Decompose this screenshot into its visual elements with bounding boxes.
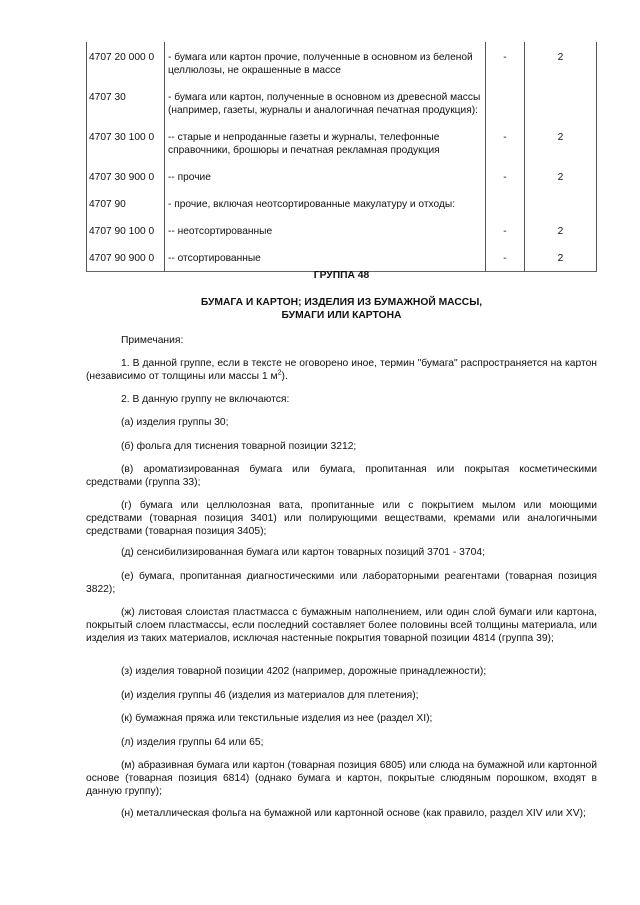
row-code: 4707 90 900 0 bbox=[87, 244, 165, 272]
table-row bbox=[87, 217, 597, 244]
row-col4 bbox=[525, 190, 597, 217]
note-1-text: 1. В данной группе, если в тексте не оговорено иное, термин "бумага" распространяется на картон (независимо от толщины или массы 1 м bbox=[86, 358, 597, 382]
row-col4 bbox=[525, 83, 597, 123]
table-row bbox=[87, 42, 597, 83]
note-item: (е) бумага, пропитанная диагностическими или лабораторными реагентами (товарная позиция 3822); bbox=[86, 571, 597, 595]
row-code: 4707 30 900 0 bbox=[87, 163, 165, 190]
note-1-superscript: 2 bbox=[277, 369, 282, 377]
note-item: (в) ароматизированная бумага или бумага, пропитанная или покрытая косметическими средствами (группа 33); bbox=[86, 464, 597, 488]
row-code: 4707 90 100 0 bbox=[87, 217, 165, 244]
table-row bbox=[87, 244, 597, 272]
note-item: (л) изделия группы 64 или 65; bbox=[121, 737, 264, 748]
group-title-line1: БУМАГА И КАРТОН; ИЗДЕЛИЯ ИЗ БУМАЖНОЙ МАССЫ, bbox=[200, 297, 483, 308]
row-col3: - bbox=[486, 163, 525, 190]
note-item: (м) абразивная бумага или картон (товарная позиция 6805) или слюда на бумажной или картонной основе (товарная позиция 6814) (однако бумага и картон, покрытые слюдяным порошком, входят в данную группу); bbox=[86, 760, 597, 797]
row-description: -- неотсортированные bbox=[165, 217, 486, 244]
row-col3: - bbox=[486, 123, 525, 163]
notes-heading: Примечания: bbox=[121, 335, 184, 346]
table-row bbox=[87, 163, 597, 190]
row-col3: - bbox=[486, 42, 525, 83]
note-item: (з) изделия товарной позиции 4202 (например, дорожные принадлежности); bbox=[121, 666, 487, 677]
note-1-end: ). bbox=[281, 371, 288, 382]
row-code: 4707 30 bbox=[87, 83, 165, 123]
row-description: -- старые и непроданные газеты и журналы, телефонные справочники, брошюры и печатная рекламная продукция bbox=[165, 123, 486, 163]
row-col3: - bbox=[486, 244, 525, 272]
table-row bbox=[87, 83, 597, 123]
row-col3 bbox=[486, 190, 525, 217]
row-description: -- прочие bbox=[165, 163, 486, 190]
note-item: (ж) листовая слоистая пластмасса с бумажным наполнением, или один слой бумаги или картона, покрытый слоем пластмассы, если последний составляет более половины всей толщины материала, или изделия из таких материалов, исключая настенные покрытия товарной позиции 4814 (группа 39); bbox=[86, 607, 597, 644]
note-item: (б) фольга для тиснения товарной позиции 3212; bbox=[121, 441, 357, 452]
row-code: 4707 90 bbox=[87, 190, 165, 217]
note-item: (к) бумажная пряжа или текстильные изделия из нее (раздел XI); bbox=[121, 713, 433, 724]
row-col4: 2 bbox=[557, 253, 564, 264]
row-description: - бумага или картон, полученные в основном из древесной массы (например, газеты, журналы и аналогичная печатная продукция): bbox=[165, 83, 486, 123]
group-title-line2: БУМАГИ ИЛИ КАРТОНА bbox=[281, 310, 402, 321]
table-row bbox=[87, 190, 597, 217]
row-col3 bbox=[486, 83, 525, 123]
row-description: - бумага или картон прочие, полученные в основном из беленой целлюлозы, не окрашенные в массе bbox=[165, 42, 486, 83]
note-item: (н) металлическая фольга на бумажной или картонной основе (как правило, раздел XIV или XV); bbox=[121, 808, 586, 819]
row-col4: 2 bbox=[557, 132, 564, 143]
note-1 bbox=[86, 357, 597, 383]
group-number-heading: ГРУППА 48 bbox=[313, 270, 370, 281]
row-col4: 2 bbox=[557, 172, 564, 183]
tariff-table bbox=[86, 42, 597, 272]
row-col3: - bbox=[486, 217, 525, 244]
row-description: - прочие, включая неотсортированные макулатуру и отходы: bbox=[165, 190, 486, 217]
row-col4: 2 bbox=[557, 226, 564, 237]
table-row bbox=[87, 123, 597, 163]
row-code: 4707 20 000 0 bbox=[87, 42, 165, 83]
note-item: (д) сенсибилизированная бумага или картон товарных позиций 3701 - 3704; bbox=[121, 547, 485, 558]
note-item: (а) изделия группы 30; bbox=[121, 417, 229, 428]
note-item: (г) бумага или целлюлозная вата, пропитанные или с покрытием мылом или моющими средствами (товарная позиция 3401) или полирующими веществами, кремами или аналогичными средствами (товарная позиция 3405); bbox=[86, 500, 597, 537]
row-description: -- отсортированные bbox=[165, 244, 486, 272]
row-col4: 2 bbox=[557, 52, 564, 63]
row-code: 4707 30 100 0 bbox=[87, 123, 165, 163]
note-item: (и) изделия группы 46 (изделия из материалов для плетения); bbox=[121, 690, 419, 701]
note-2-intro: 2. В данную группу не включаются: bbox=[121, 394, 290, 405]
